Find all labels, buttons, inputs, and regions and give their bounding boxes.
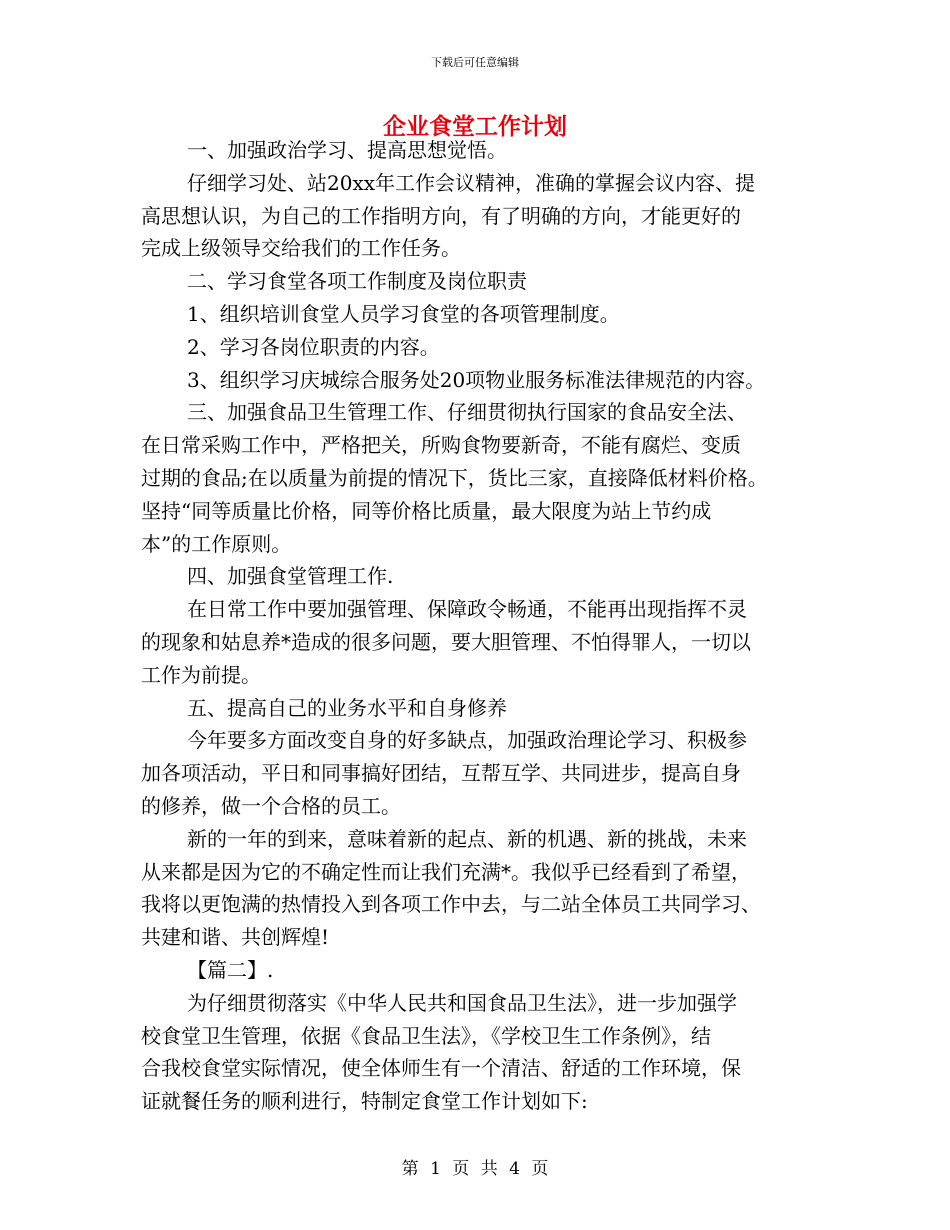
text-line: 五、提高自己的业务水平和自身修养 bbox=[187, 695, 507, 720]
text-line: 本”的工作原则。 bbox=[141, 531, 292, 556]
text-line: 合我校食堂实际情况，使全体师生有一个清洁、舒适的工作环境，保 bbox=[141, 1056, 741, 1081]
text-line: 新的一年的到来，意味着新的起点、新的机遇、新的挑战，未来 bbox=[187, 826, 747, 851]
text-line: 的现象和姑息养*造成的很多问题，要大胆管理、不怕得罪人，一切以 bbox=[141, 629, 751, 654]
text-line: 我将以更饱满的热情投入到各项工作中去，与二站全体员工共同学习、 bbox=[141, 892, 761, 917]
text-line: 校食堂卫生管理，依据《食品卫生法》，《学校卫生工作条例》，结 bbox=[141, 1023, 711, 1048]
page-header: 下载后可任意编辑 bbox=[431, 56, 519, 69]
text-line: 过期的食品;在以质量为前提的情况下，货比三家，直接降低材料价格。 bbox=[141, 465, 768, 490]
text-line: 高思想认识，为自己的工作指明方向，有了明确的方向，才能更好的 bbox=[141, 203, 741, 228]
text-line: 工作为前提。 bbox=[141, 662, 261, 687]
page-footer: 第 1 页 共 4 页 bbox=[401, 1159, 549, 1179]
text-line: 仔细学习处、站20xx年工作会议精神，准确的掌握会议内容、提 bbox=[187, 170, 756, 195]
text-line: 在日常工作中要加强管理、保障政令畅通，不能再出现指挥不灵 bbox=[187, 597, 747, 622]
text-line: 的修养，做一个合格的员工。 bbox=[141, 793, 401, 818]
text-line: 为仔细贯彻落实《中华人民共和国食品卫生法》，进一步加强学 bbox=[187, 990, 737, 1015]
document-title: 企业食堂工作计划 bbox=[383, 113, 567, 140]
text-line: 完成上级领导交给我们的工作任务。 bbox=[141, 236, 461, 261]
text-line: 证就餐任务的顺利进行，特制定食堂工作计划如下: bbox=[141, 1089, 588, 1114]
text-line: 今年要多方面改变自身的好多缺点，加强政治理论学习、积极参 bbox=[187, 728, 747, 753]
text-line: 在日常采购工作中，严格把关，所购食物要新奇，不能有腐烂、变质 bbox=[141, 433, 741, 458]
text-line: 二、学习食堂各项工作制度及岗位职责 bbox=[187, 269, 527, 294]
text-line: 共建和谐、共创辉煌! bbox=[141, 925, 330, 950]
text-line: 3、组织学习庆城综合服务处20项物业服务标准法律规范的内容。 bbox=[187, 367, 766, 392]
text-line: 坚持“同等质量比价格，同等价格比质量，最大限度为站上节约成 bbox=[141, 498, 712, 523]
text-line: 2、学习各岗位职责的内容。 bbox=[187, 334, 440, 359]
text-line: 三、加强食品卫生管理工作、仔细贯彻执行国家的食品安全法、 bbox=[187, 400, 747, 425]
text-line: 1、组织培训食堂人员学习食堂的各项管理制度。 bbox=[187, 301, 620, 326]
text-line: 从来都是因为它的不确定性而让我们充满*。我似乎已经看到了希望， bbox=[141, 859, 751, 884]
text-line: 四、加强食堂管理工作. bbox=[187, 564, 394, 589]
text-line: 加各项活动，平日和同事搞好团结，互帮互学、共同进步，提高自身 bbox=[141, 761, 741, 786]
text-line: 【篇二】. bbox=[187, 957, 274, 982]
text-line: 一、加强政治学习、提高思想觉悟。 bbox=[187, 138, 507, 162]
document-body bbox=[141, 134, 821, 1118]
